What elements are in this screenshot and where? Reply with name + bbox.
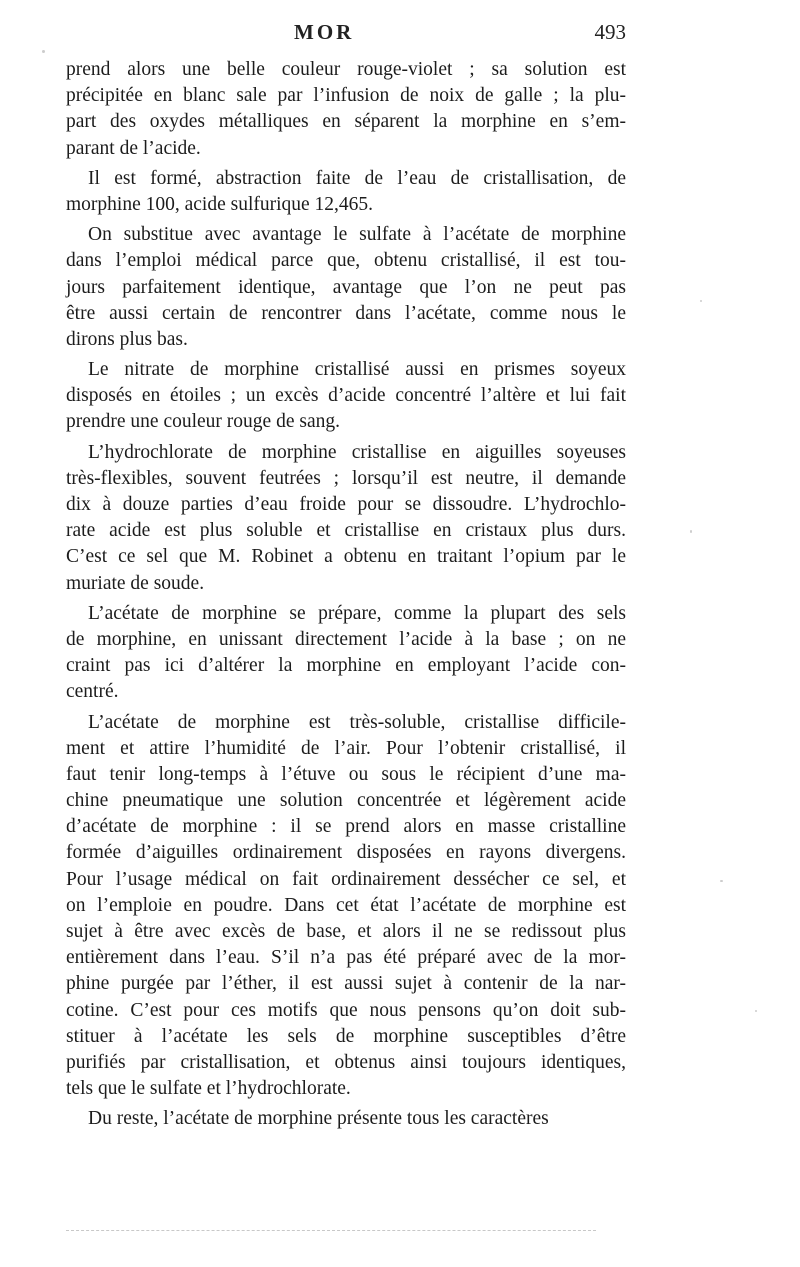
text-line: dirons plus bas. <box>66 328 188 350</box>
bottom-bleed-through <box>66 1230 596 1231</box>
text-line: tels que le sulfate et l’hydrochlorate. <box>66 1078 351 1100</box>
text-line: centré. <box>66 681 119 703</box>
text-line: Le nitrate de morphine cristallisé aussi en prismes soyeux <box>88 359 626 381</box>
text-line: on l’emploie en poudre. Dans cet état l’acétate de morphine est <box>66 894 626 916</box>
text-line: prendre une couleur rouge de sang. <box>66 411 340 433</box>
text-line: formée d’aiguilles ordinairement disposées en rayons divergens. <box>66 842 626 864</box>
paragraph <box>66 601 626 706</box>
text-line: dans l’emploi médical parce que, obtenu cristallisé, il est tou- <box>66 250 626 272</box>
paragraph <box>66 222 626 353</box>
text-line: L’acétate de morphine est très-soluble, cristallise difficile- <box>88 711 626 733</box>
paper-speck <box>720 880 723 882</box>
text-line: chine pneumatique une solution concentrée et légèrement acide <box>66 790 626 812</box>
text-line: phine purgée par l’éther, il est aussi sujet à contenir de la nar- <box>66 973 626 995</box>
text-line: précipitée en blanc sale par l’infusion de noix de galle ; la plu- <box>66 85 626 107</box>
text-line: faut tenir long-temps à l’étuve ou sous le récipient d’une ma- <box>66 763 626 785</box>
text-line: sujet à être avec excès de base, et alors il ne se redissout plus <box>66 921 626 942</box>
text-line: d’acétate de morphine : il se prend alors en masse cristalline <box>66 816 626 838</box>
text-line: prend alors une belle couleur rouge-violet ; sa solution est <box>66 59 626 80</box>
text-line: dix à douze parties d’eau froide pour se dissoudre. L’hydrochlo- <box>66 494 626 515</box>
text-line: L’hydrochlorate de morphine cristallise en aiguilles soyeuses <box>88 441 626 463</box>
text-line: entièrement dans l’eau. S’il n’a pas été préparé avec de la mor- <box>66 947 626 969</box>
text-line: morphine 100, acide sulfurique 12,465. <box>66 193 374 215</box>
text-line: être aussi certain de rencontrer dans l’acétate, comme nous le <box>66 302 626 324</box>
text-line: muriate de soude. <box>66 572 205 594</box>
paragraph <box>66 357 626 436</box>
paragraph <box>66 1106 626 1132</box>
paper-speck <box>690 530 692 533</box>
page-number: 493 <box>594 20 626 44</box>
text-line: très-flexibles, souvent feutrées ; lorsqu’il est neutre, il demande <box>66 467 626 489</box>
text-line: Du reste, l’acétate de morphine présente tous les caractères <box>88 1108 549 1130</box>
page-header <box>66 20 626 50</box>
text-line: C’est ce sel que M. Robinet a obtenu en traitant l’opium par le <box>66 546 626 568</box>
paragraph <box>66 440 626 597</box>
text-line: disposés en étoiles ; un excès d’acide concentré l’altère et lui fait <box>66 385 626 407</box>
paragraph <box>66 710 626 1103</box>
paper-speck <box>755 1010 757 1012</box>
text-line: ment et attire l’humidité de l’air. Pour l’obtenir cristallisé, il <box>66 737 626 759</box>
paragraph <box>66 57 626 162</box>
paper-speck <box>42 50 45 53</box>
text-line: stituer à l’acétate les sels de morphine susceptibles d’être <box>66 1025 626 1047</box>
text-line: On substitue avec avantage le sulfate à l’acétate de morphine <box>88 224 626 246</box>
text-line: L’acétate de morphine se prépare, comme la plupart des sels <box>88 602 626 624</box>
body-text <box>66 57 626 1137</box>
text-line: Pour l’usage médical on fait ordinairement dessécher ce sel, et <box>66 868 626 890</box>
text-line: purifiés par cristallisation, et obtenus ainsi toujours identiques, <box>66 1051 626 1073</box>
running-head: MOR <box>294 20 355 44</box>
paragraph <box>66 166 626 218</box>
text-line: rate acide est plus soluble et cristallise en cristaux plus durs. <box>66 520 626 542</box>
text-line: de morphine, en unissant directement l’acide à la base ; on ne <box>66 628 626 650</box>
text-line: part des oxydes métalliques en séparent la morphine en s’em- <box>66 111 626 133</box>
text-line: parant de l’acide. <box>66 137 201 159</box>
text-line: cotine. C’est pour ces motifs que nous pensons qu’on doit sub- <box>66 999 626 1021</box>
text-line: Il est formé, abstraction faite de l’eau de cristallisation, de <box>88 167 626 189</box>
text-line: jours parfaitement identique, avantage que l’on ne peut pas <box>66 276 626 298</box>
paper-speck <box>700 300 702 302</box>
text-line: craint pas ici d’altérer la morphine en employant l’acide con- <box>66 655 626 677</box>
